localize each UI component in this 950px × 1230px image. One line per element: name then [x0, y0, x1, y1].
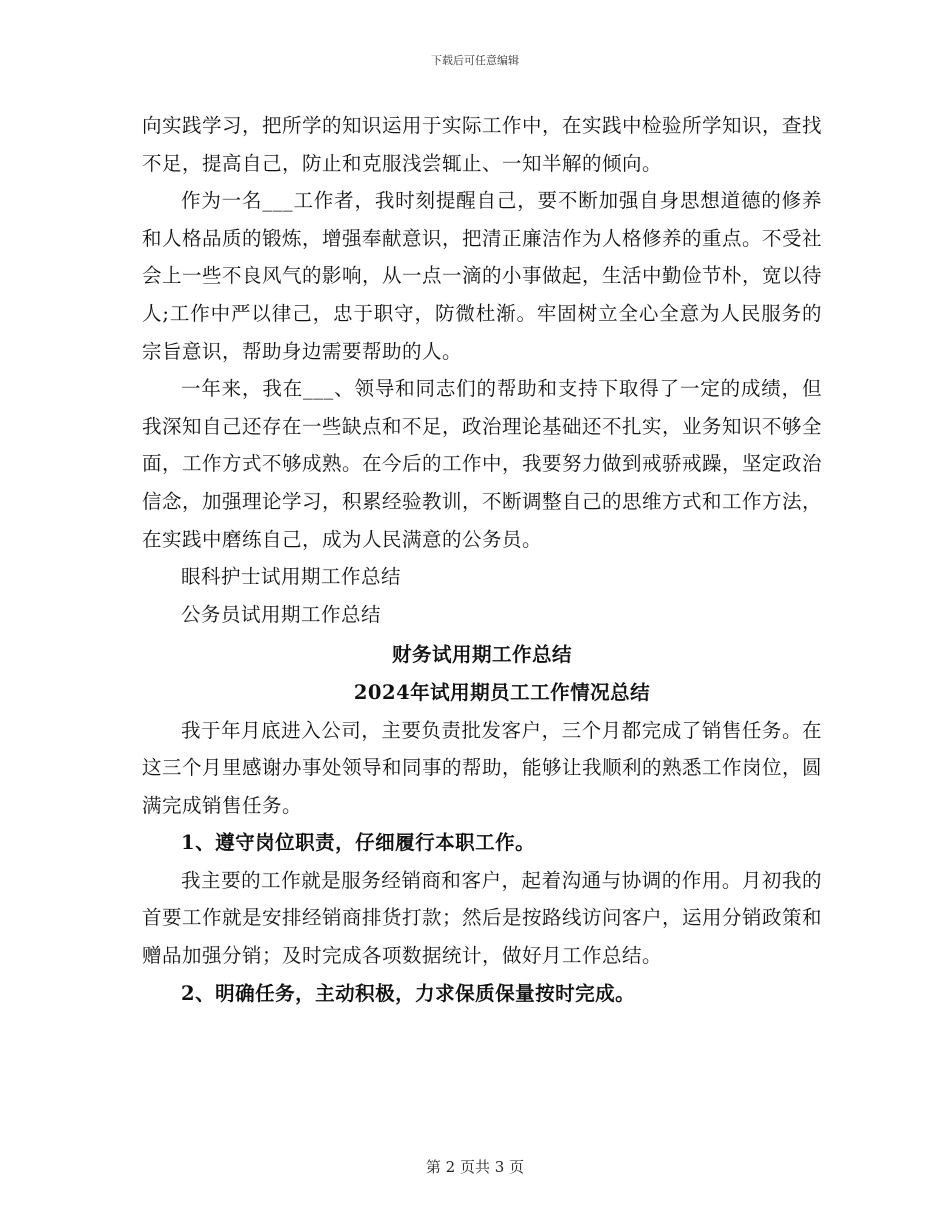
page-footer: 第 2 页共 3 页	[425, 1158, 525, 1176]
related-link-civil-servant: 公务员试用期工作总结	[181, 602, 382, 626]
section-title: 财务试用期工作总结	[391, 643, 572, 667]
related-link-ophthalmic-nurse: 眼科护士试用期工作总结	[181, 565, 402, 589]
paragraph-moral-cultivation: 作为一名___工作者，我时刻提醒自己，要不断加强自身思想道德的修养和人格品质的锻炼，增强奉献意识，把清正廉洁作为人格修养的重点。不受社会上一些不良风气的影响，从一点一滴的小事做起，生活中勤俭节朴，宽以待人;工作中严以律己，忠于职守，防微杜渐。牢固树立全心全意为人民服务的宗旨意识，帮助身边需要帮助的人。	[142, 189, 823, 363]
paragraph-year-review: 一年来，我在___、领导和同志们的帮助和支持下取得了一定的成绩，但我深知自己还存在一些缺点和不足，政治理论基础还不扎实，业务知识不够全面，工作方式不够成熟。在今后的工作中，我要努力做到戒骄戒躁，坚定政治信念，加强理论学习，积累经验教训，不断调整自己的思维方式和工作方法，在实践中磨练自己，成为人民满意的公务员。	[142, 377, 823, 551]
point-1-heading: 1、遵守岗位职责，仔细履行本职工作。	[181, 831, 536, 855]
page-header: 下载后可任意编辑	[431, 54, 519, 67]
document-body	[142, 107, 822, 1012]
point-1-body: 我主要的工作就是服务经销商和客户，起着沟通与协调的作用。月初我的首要工作就是安排经销商排货打款；然后是按路线访问客户，运用分销政策和赠品加强分销；及时完成各项数据统计，做好月工作总结。	[142, 868, 823, 968]
paragraph-practice-learning: 向实践学习，把所学的知识运用于实际工作中，在实践中检验所学知识，查找不足，提高自己，防止和克服浅尝辄止、一知半解的倾向。	[142, 114, 823, 175]
section-subtitle: 2024年试用期员工工作情况总结	[353, 680, 651, 704]
point-2-heading: 2、明确任务，主动积极，力求保质保量按时完成。	[181, 981, 636, 1005]
paragraph-intro: 我于年月底进入公司，主要负责批发客户，三个月都完成了销售任务。在这三个月里感谢办事处领导和同事的帮助，能够让我顺利的熟悉工作岗位，圆满完成销售任务。	[142, 718, 823, 817]
